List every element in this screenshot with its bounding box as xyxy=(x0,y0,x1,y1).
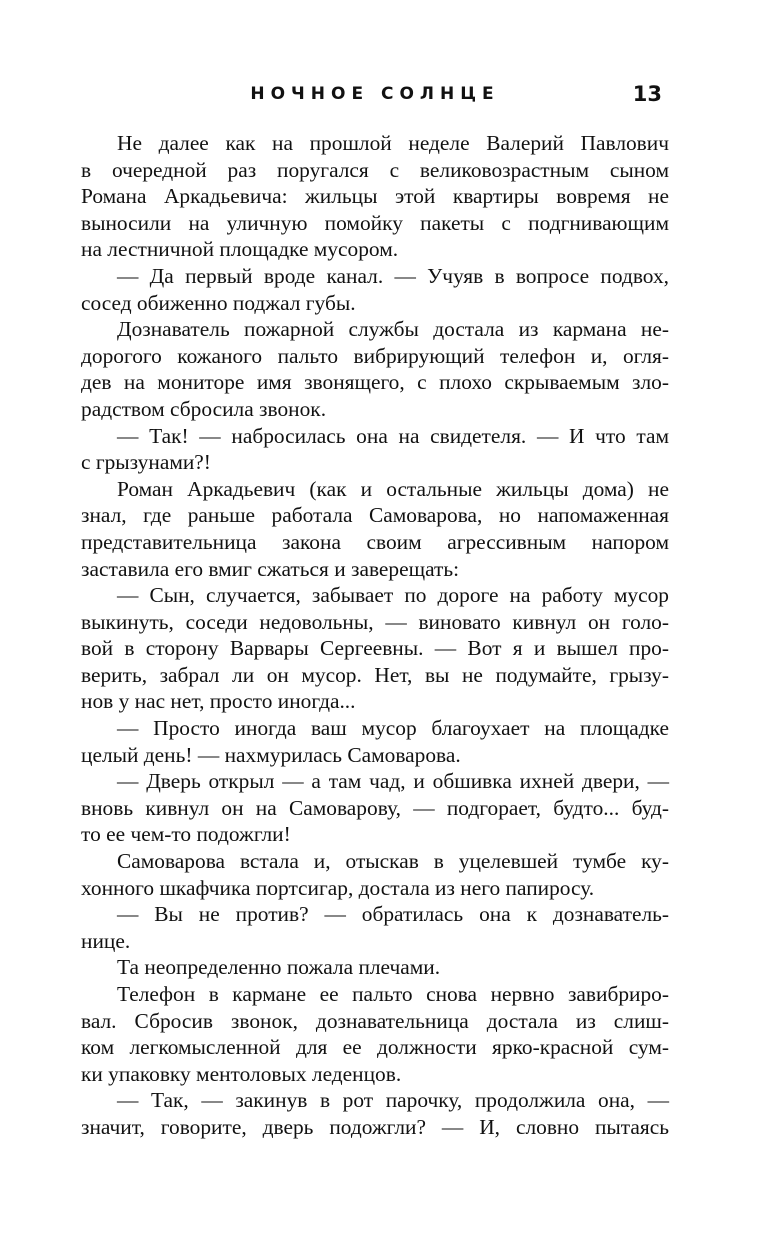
text-line: представительница закона своим агрессивным напором xyxy=(81,529,669,554)
text-line: выносили на уличную помойку пакеты с подгнивающим xyxy=(81,210,669,235)
text-line: нов у нас нет, просто иногда... xyxy=(81,689,356,714)
text-line: Романа Аркадьевича: жильцы этой квартиры вовремя не xyxy=(81,184,669,209)
text-line: верить, забрал ли он мусор. Нет, вы не подумайте, грызу- xyxy=(81,662,669,687)
text-line: вой в сторону Варвары Сергеевны. — Вот я и вышел про- xyxy=(81,636,669,661)
text-line: заставила его вмиг сжаться и заверещать: xyxy=(81,556,460,581)
text-line: Дознаватель пожарной службы достала из кармана не- xyxy=(117,317,669,342)
text-line: — Вы не против? — обратилась она к дознаватель- xyxy=(117,902,669,927)
text-line: значит, говорите, дверь подожгли? — И, словно пытаясь xyxy=(81,1114,669,1139)
text-line: дорогого кожаного пальто вибрирующий телефон и, огля- xyxy=(81,343,669,368)
text-line: вновь кивнул он на Самоварову, — подгорает, будто... буд- xyxy=(81,795,669,820)
text-line: на лестничной площадке мусором. xyxy=(81,237,399,262)
text-line: Самоварова встала и, отыскав в уцелевшей тумбе ку- xyxy=(117,849,669,874)
text-line: Не далее как на прошлой неделе Валерий Павлович xyxy=(117,131,669,155)
text-line: — Так! — набросилась она на свидетеля. — И что там xyxy=(117,423,669,448)
page-header xyxy=(80,84,670,112)
text-line: ки упаковку ментоловых леденцов. xyxy=(81,1061,402,1086)
text-line: целый день! — нахмурилась Самоварова. xyxy=(81,742,461,767)
text-line: дев на мониторе имя звонящего, с плохо скрываемым зло- xyxy=(81,370,669,395)
text-line: — Дверь открыл — а там чад, и обшивка ихней двери, — xyxy=(117,769,669,794)
text-line: Роман Аркадьевич (как и остальные жильцы дома) не xyxy=(117,476,669,501)
page-number: 13 xyxy=(632,82,662,106)
text-line: то ее чем-то подожгли! xyxy=(81,822,291,847)
text-line: знал, где раньше работала Самоварова, но напомаженная xyxy=(81,503,669,528)
text-line: вал. Сбросив звонок, дознавательница достала из слиш- xyxy=(81,1008,669,1033)
text-line: — Сын, случается, забывает по дороге на работу мусор xyxy=(117,583,669,608)
running-title: НОЧНОЕ СОЛНЦЕ xyxy=(250,84,500,104)
text-line: ком легкомысленной для ее должности ярко-красной сум- xyxy=(81,1035,669,1060)
text-line: — Так, — закинув в рот парочку, продолжила она, — xyxy=(117,1088,669,1113)
body-text xyxy=(81,130,669,1141)
text-line: хонного шкафчика портсигар, достала из него папиросу. xyxy=(81,875,595,900)
text-line: нице. xyxy=(81,928,131,953)
text-line: — Просто иногда ваш мусор благоухает на площадке xyxy=(117,716,669,741)
text-line: радством сбросила звонок. xyxy=(81,396,327,421)
text-line: с грызунами?! xyxy=(81,450,211,475)
text-line: в очередной раз поругался с великовозрастным сыном xyxy=(81,157,669,182)
text-line: выкинуть, соседи недовольны, — виновато кивнул он голо- xyxy=(81,609,669,634)
text-line: Та неопределенно пожала плечами. xyxy=(117,955,441,980)
text-line: — Да первый вроде канал. — Учуяв в вопросе подвох, xyxy=(117,263,669,288)
text-line: Телефон в кармане ее пальто снова нервно завибриро- xyxy=(117,982,669,1006)
text-line: сосед обиженно поджал губы. xyxy=(81,290,356,315)
